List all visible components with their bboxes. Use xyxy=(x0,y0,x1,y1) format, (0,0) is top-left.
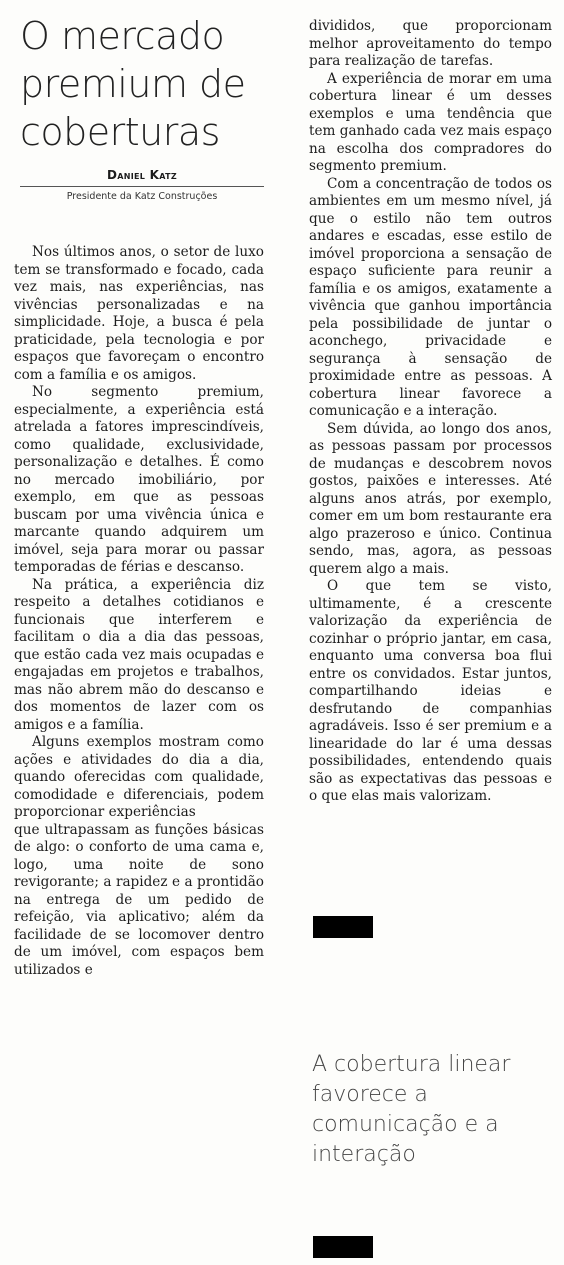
paragraph: Na prática, a experiência diz respeito a detalhes cotidianos e funcionais que interferem e facilitam o dia a dia das pessoas, que estão cada vez mais ocupadas e engajadas em projetos e trabalhos, mas não abrem mão do descanso e dos momentos de lazer com os amigos e a família. xyxy=(14,576,264,733)
end-mark-bottom xyxy=(313,1236,373,1258)
paragraph: Alguns exemplos mostram como ações e atividades do dia a dia, quando oferecidas com qualidade, comodidade e diferenciais, podem proporcionar experiências xyxy=(14,734,264,820)
paragraph: O que tem se visto, ultimamente, é a crescente valorização da experiência de cozinhar o próprio jantar, em casa, enquanto uma conversa boa flui entre os convidados. Estar juntos, compartilhando ideias e desfrutando de companhias agradáveis. Isso é ser premium e a linearidade do lar é uma dessas possibilidades, entendendo quais são as expectativas das pessoas e o que elas mais valorizam. xyxy=(309,578,552,804)
author-divider xyxy=(20,186,264,187)
end-mark-top xyxy=(313,916,373,938)
paragraph: Sem dúvida, ao longo dos anos, as pessoas passam por processos de mudanças e descobrem novos gostos, paixões e interesses. Até alguns anos atrás, por exemplo, comer em um bom restaurante era algo prazeroso e único. Continua sendo, mas, agora, as pessoas querem algo a mais. xyxy=(309,420,552,577)
paragraph-narrow: que ultrapassam as funções básicas de algo: o conforto de uma cama e, logo, uma noite de sono revigorante; a rapidez e a prontidão na entrega de um pedido de refeição, via aplicativo; além da facilidade de se locomover dentro de um imóvel, com espaços bem utilizados e xyxy=(14,821,264,978)
paragraph-continuation: divididos, que proporcionam melhor aproveitamento do tempo para realização de tarefas. xyxy=(309,18,552,69)
paragraph: Nos últimos anos, o setor de luxo tem se transformado e focado, cada vez mais, nas experiências, nas vivências personalizadas e na simplicidade. Hoje, a busca é pela praticidade, pela tecnologia e por espaços que favoreçam o encontro com a família e os amigos. xyxy=(14,244,264,383)
author-role: Presidente da Katz Construções xyxy=(66,191,218,202)
paragraph: No segmento premium, especialmente, a experiência está atrelada a fatores imprescindíveis, como qualidade, exclusividade, personalização e detalhes. É como no mercado imobiliário, por exemplo, em que as pessoas buscam por uma vivência única e marcante quando adquirem um imóvel, seja para morar ou passar temporadas de férias e descanso. xyxy=(14,384,264,575)
pull-quote: A cobertura linear favorece a comunicação e a interação xyxy=(312,1052,511,1167)
left-column xyxy=(14,12,264,979)
headline: O mercado premium de coberturas xyxy=(20,14,246,154)
article-body-left xyxy=(14,244,264,979)
right-column xyxy=(309,18,552,806)
paragraph: A experiência de morar em uma cobertura linear é um desses exemplos e uma tendência que tem ganhado cada vez mais espaço na escolha dos compradores do segmento premium. xyxy=(309,70,552,174)
paragraph: Com a concentração de todos os ambientes em um mesmo nível, já que o estilo não tem outros andares e escadas, esse estilo de imóvel proporciona a sensação de espaço suficiente para reunir a família e os amigos, exatamente a vivência que ganhou importância pela possibilidade de juntar o aconchego, privacidade e segurança à sensação de proximidade entre as pessoas. A cobertura linear favorece a comunicação e a interação. xyxy=(309,175,552,419)
author-name: Daniel Katz xyxy=(107,168,177,182)
